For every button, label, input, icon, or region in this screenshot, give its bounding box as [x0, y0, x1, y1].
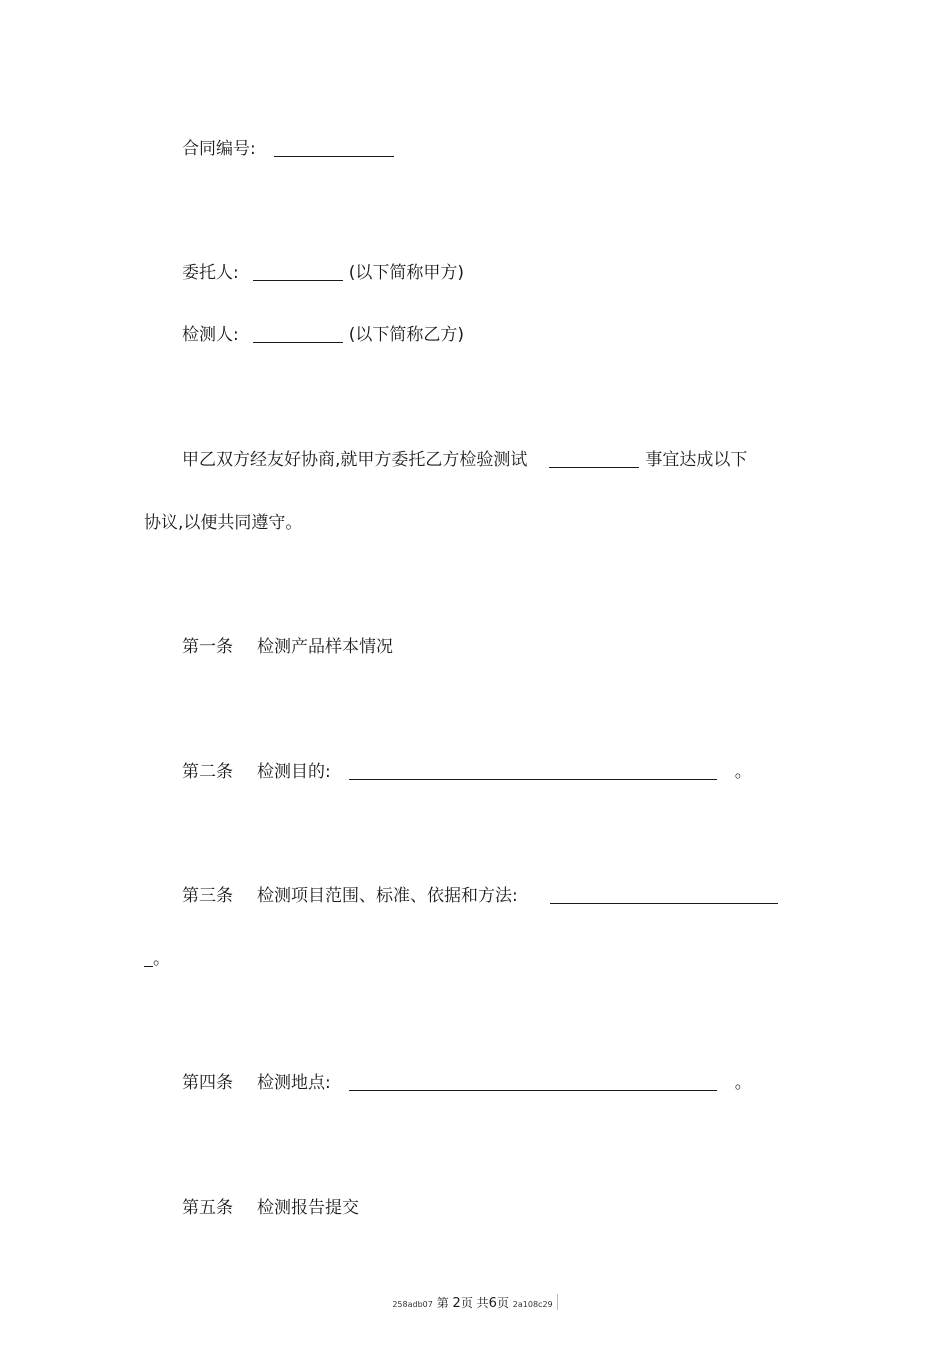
article-3-continuation — [144, 948, 170, 970]
purpose-blank[interactable] — [349, 763, 717, 780]
contract-number-label: 合同编号: — [182, 139, 256, 159]
intro-blank[interactable] — [549, 451, 639, 468]
article-1 — [182, 636, 393, 658]
intro-text-1: 甲乙双方经友好协商,就甲方委托乙方检验测试 — [182, 450, 528, 470]
article-number: 第二条 — [182, 762, 233, 782]
intro-line-2 — [144, 512, 302, 534]
article-title: 检测项目范围、标准、依据和方法: — [257, 886, 518, 906]
footer-page-current: 2 — [452, 1296, 461, 1311]
location-blank[interactable] — [349, 1074, 717, 1091]
article-title: 检测地点: — [257, 1073, 331, 1093]
intro-text-2: 事宜达成以下 — [645, 450, 748, 470]
intro-text-3: 协议,以便共同遵守。 — [144, 513, 303, 533]
footer-right-code: 2a108c29 — [512, 1300, 553, 1309]
article-number: 第一条 — [182, 637, 233, 657]
tester-line — [182, 324, 464, 346]
article-number: 第五条 — [182, 1198, 233, 1218]
article-2 — [182, 761, 752, 783]
footer-total-suffix: 页 — [496, 1296, 509, 1310]
article-number: 第四条 — [182, 1073, 233, 1093]
article-number: 第三条 — [182, 886, 233, 906]
article-end: 。 — [734, 762, 752, 782]
footer-total-prefix: 共 — [476, 1296, 489, 1310]
page-footer — [0, 1294, 950, 1314]
intro-line-1 — [182, 449, 747, 471]
article-end: 。 — [153, 949, 170, 969]
footer-page-total: 6 — [488, 1296, 497, 1311]
footer-page-mid: 页 — [460, 1296, 473, 1310]
article-title: 检测产品样本情况 — [257, 637, 393, 657]
article-title: 检测目的: — [257, 762, 331, 782]
contract-number-blank[interactable] — [274, 140, 394, 157]
footer-left-code: 258adb07 — [392, 1300, 433, 1309]
footer-page-prefix: 第 — [436, 1296, 449, 1310]
client-blank[interactable] — [253, 264, 343, 281]
article-4 — [182, 1072, 752, 1094]
scope-blank-continued[interactable] — [144, 950, 153, 967]
client-line — [182, 262, 464, 284]
tester-note: (以下简称乙方) — [348, 325, 464, 345]
article-3 — [182, 885, 778, 907]
tester-label: 检测人: — [182, 325, 239, 345]
scope-blank[interactable] — [550, 887, 778, 904]
contract-number-line — [182, 138, 394, 160]
client-note: (以下简称甲方) — [348, 263, 464, 283]
article-end: 。 — [734, 1073, 752, 1093]
client-label: 委托人: — [182, 263, 239, 283]
tester-blank[interactable] — [253, 326, 343, 343]
article-5 — [182, 1197, 359, 1219]
footer-divider — [557, 1294, 558, 1310]
article-title: 检测报告提交 — [257, 1198, 359, 1218]
